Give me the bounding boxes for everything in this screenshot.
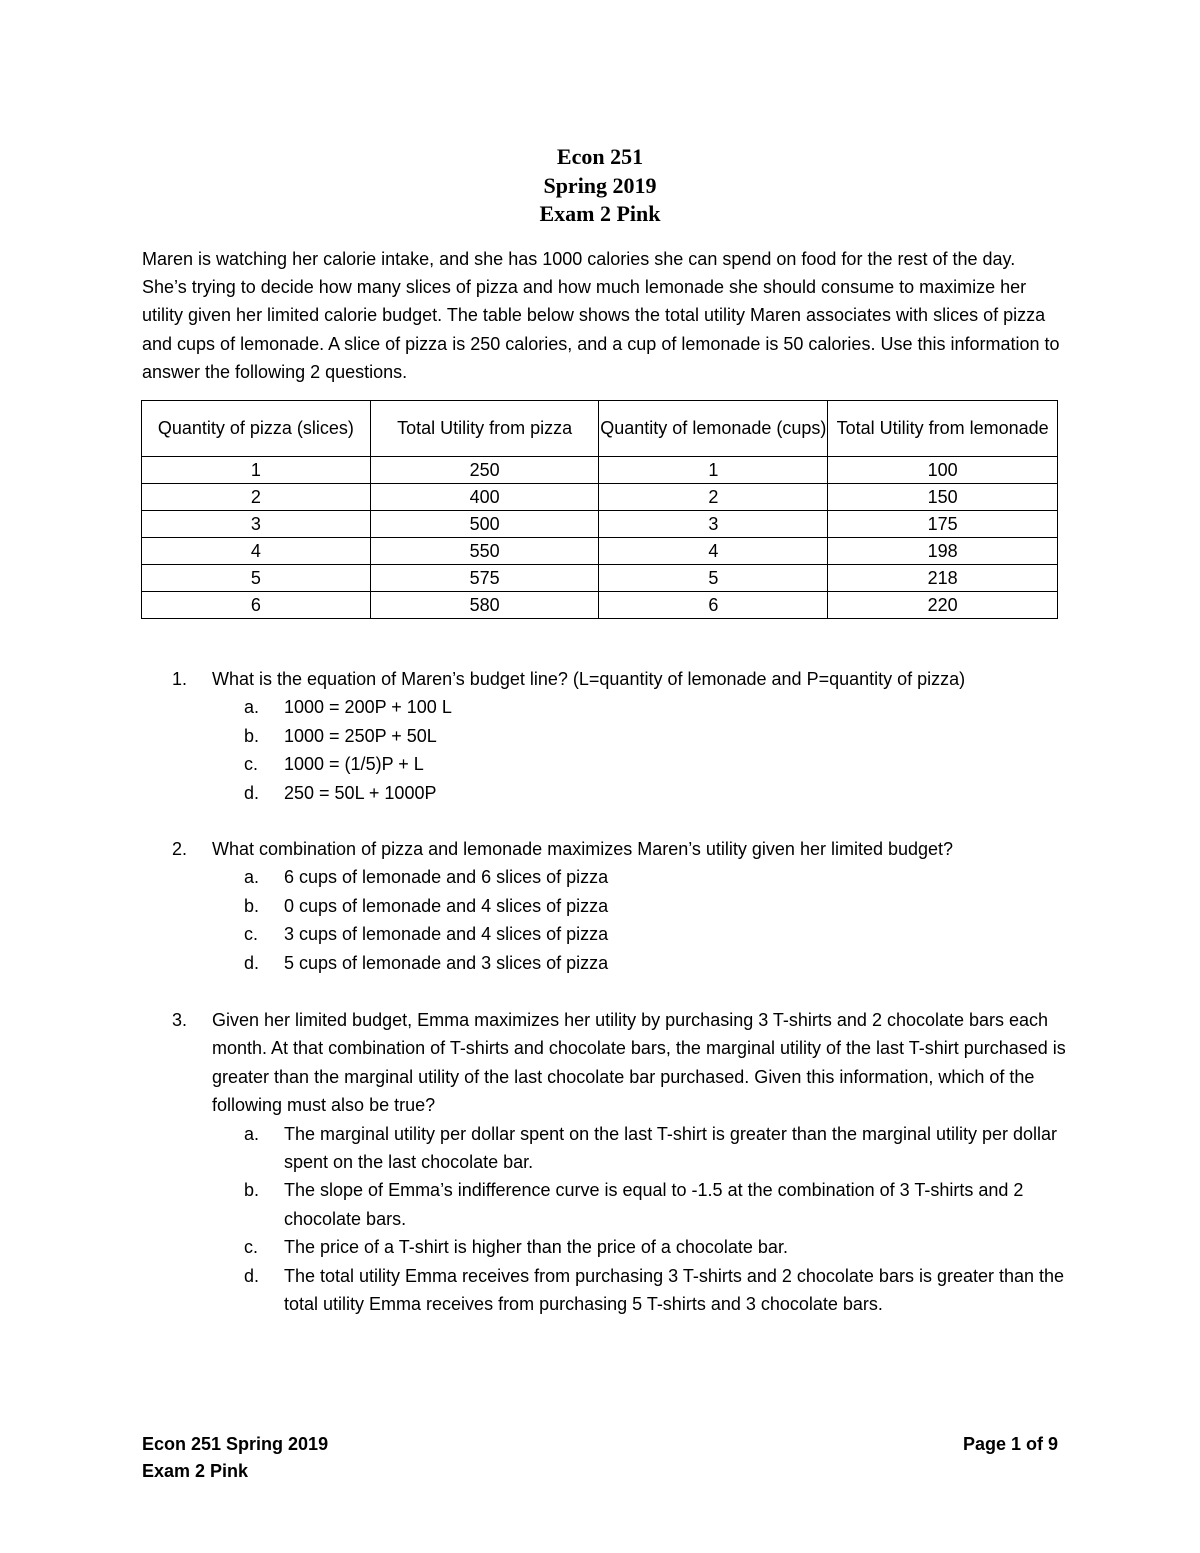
option-letter: d. <box>244 1265 260 1286</box>
table-cell: 220 <box>828 592 1058 619</box>
header-lemonade-utility: Total Utility from lemonade <box>828 401 1058 457</box>
option-letter: c. <box>244 754 259 775</box>
question-2 <box>172 835 1072 977</box>
option-text: 1000 = 250P + 50L <box>284 725 437 746</box>
term-title: Spring 2019 <box>543 172 657 198</box>
answer-option <box>172 1233 1072 1261</box>
option-letter: a. <box>244 697 260 718</box>
answer-option <box>172 750 1072 778</box>
answer-option <box>172 863 1072 891</box>
table-row <box>142 592 1058 619</box>
table-row <box>142 538 1058 565</box>
table-cell: 575 <box>370 565 599 592</box>
option-letter: d. <box>244 782 260 803</box>
answer-option <box>172 1120 1072 1177</box>
answer-option <box>172 722 1072 750</box>
table-cell: 6 <box>599 592 828 619</box>
option-letter: a. <box>244 867 260 888</box>
option-letter: a. <box>244 1123 260 1144</box>
option-text: 250 = 50L + 1000P <box>284 782 437 803</box>
table-cell: 2 <box>142 484 371 511</box>
option-letter: b. <box>244 725 260 746</box>
intro-paragraph: Maren is watching her calorie intake, and she has 1000 calories she can spend on food for the rest of the day. She’s trying to decide how many slices of pizza and how much lemonade she should consume to maximize her utility given her limited calorie budget. The table below shows the total utility Maren associates with slices of pizza and cups of lemonade. A slice of pizza is 250 calories, and a cup of lemonade is 50 calories. Use this information to answer the following 2 questions. <box>142 249 1060 382</box>
table-cell: 400 <box>370 484 599 511</box>
question-1 <box>172 665 1072 807</box>
option-text: The price of a T-shirt is higher than the price of a chocolate bar. <box>284 1237 788 1258</box>
table-cell: 1 <box>599 457 828 484</box>
header-pizza-utility: Total Utility from pizza <box>370 401 599 457</box>
option-text: 1000 = 200P + 100 L <box>284 697 452 718</box>
question-3 <box>172 1006 1072 1318</box>
table-row <box>142 511 1058 538</box>
answer-option <box>172 920 1072 948</box>
answer-option <box>172 1176 1072 1233</box>
table-cell: 4 <box>142 538 371 565</box>
option-text: 3 cups of lemonade and 4 slices of pizza <box>284 924 609 945</box>
option-letter: c. <box>244 924 259 945</box>
exam-title-block <box>0 143 1200 229</box>
table-cell: 2 <box>599 484 828 511</box>
option-letter: b. <box>244 895 260 916</box>
option-text: The marginal utility per dollar spent on the last T-shirt is greater than the marginal utility per dollar spent on the last chocolate bar. <box>284 1123 1058 1173</box>
question-text: What combination of pizza and lemonade maximizes Maren’s utility given her limited budget? <box>212 839 954 859</box>
option-text: 1000 = (1/5)P + L <box>284 754 424 775</box>
table-cell: 150 <box>828 484 1058 511</box>
answer-option <box>172 693 1072 721</box>
course-title: Econ 251 <box>556 144 644 169</box>
table-cell: 550 <box>370 538 599 565</box>
question-text: Given her limited budget, Emma maximizes her utility by purchasing 3 T-shirts and 2 chocolate bars each month. At that combination of T-shirts and chocolate bars, the marginal utility of the last T-shirt purchased is greater than the marginal utility of the last chocolate bar purchased. Given this information, which of the following must also be true? <box>212 1010 1066 1116</box>
table-cell: 500 <box>370 511 599 538</box>
option-letter: b. <box>244 1180 260 1201</box>
question-text: What is the equation of Maren’s budget line? (L=quantity of lemonade and P=quantity of pizza) <box>212 669 966 689</box>
option-text: The slope of Emma’s indifference curve is equal to -1.5 at the combination of 3 T-shirts and 2 chocolate bars. <box>284 1180 1024 1229</box>
option-letter: c. <box>244 1237 259 1258</box>
question-number: 2. <box>172 839 188 859</box>
table-cell: 580 <box>370 592 599 619</box>
option-text: 0 cups of lemonade and 4 slices of pizza <box>284 895 609 916</box>
footer-course: Econ 251 Spring 2019 <box>142 1434 329 1454</box>
answer-option <box>172 1262 1072 1319</box>
answer-option <box>172 892 1072 920</box>
header-pizza-qty: Quantity of pizza (slices) <box>142 401 371 457</box>
option-text: 5 cups of lemonade and 3 slices of pizza <box>284 952 609 973</box>
table-cell: 3 <box>142 511 371 538</box>
question-number: 3. <box>172 1010 188 1030</box>
table-cell: 4 <box>599 538 828 565</box>
table-cell: 5 <box>142 565 371 592</box>
question-number: 1. <box>172 669 188 689</box>
page-footer <box>142 1431 1058 1485</box>
table-row <box>142 457 1058 484</box>
table-cell: 5 <box>599 565 828 592</box>
exam-title: Exam 2 Pink <box>539 201 661 226</box>
table-cell: 198 <box>828 538 1058 565</box>
table-cell: 1 <box>142 457 371 484</box>
option-letter: d. <box>244 952 260 973</box>
table-header-row <box>142 401 1058 457</box>
table-cell: 6 <box>142 592 371 619</box>
answer-option <box>172 779 1072 807</box>
table-cell: 3 <box>599 511 828 538</box>
table-cell: 250 <box>370 457 599 484</box>
option-text: The total utility Emma receives from purchasing 3 T-shirts and 2 chocolate bars is greater than the total utility Emma receives from purchasing 5 T-shirts and 3 chocolate bars. <box>284 1265 1065 1315</box>
page-number: Page 1 of 9 <box>962 1434 1058 1454</box>
utility-table <box>141 400 1058 619</box>
table-cell: 100 <box>828 457 1058 484</box>
header-lemonade-qty: Quantity of lemonade (cups) <box>599 401 828 457</box>
option-text: 6 cups of lemonade and 6 slices of pizza <box>284 867 609 888</box>
table-cell: 175 <box>828 511 1058 538</box>
answer-option <box>172 949 1072 977</box>
table-row <box>142 565 1058 592</box>
table-row <box>142 484 1058 511</box>
footer-exam: Exam 2 Pink <box>142 1461 249 1481</box>
table-cell: 218 <box>828 565 1058 592</box>
